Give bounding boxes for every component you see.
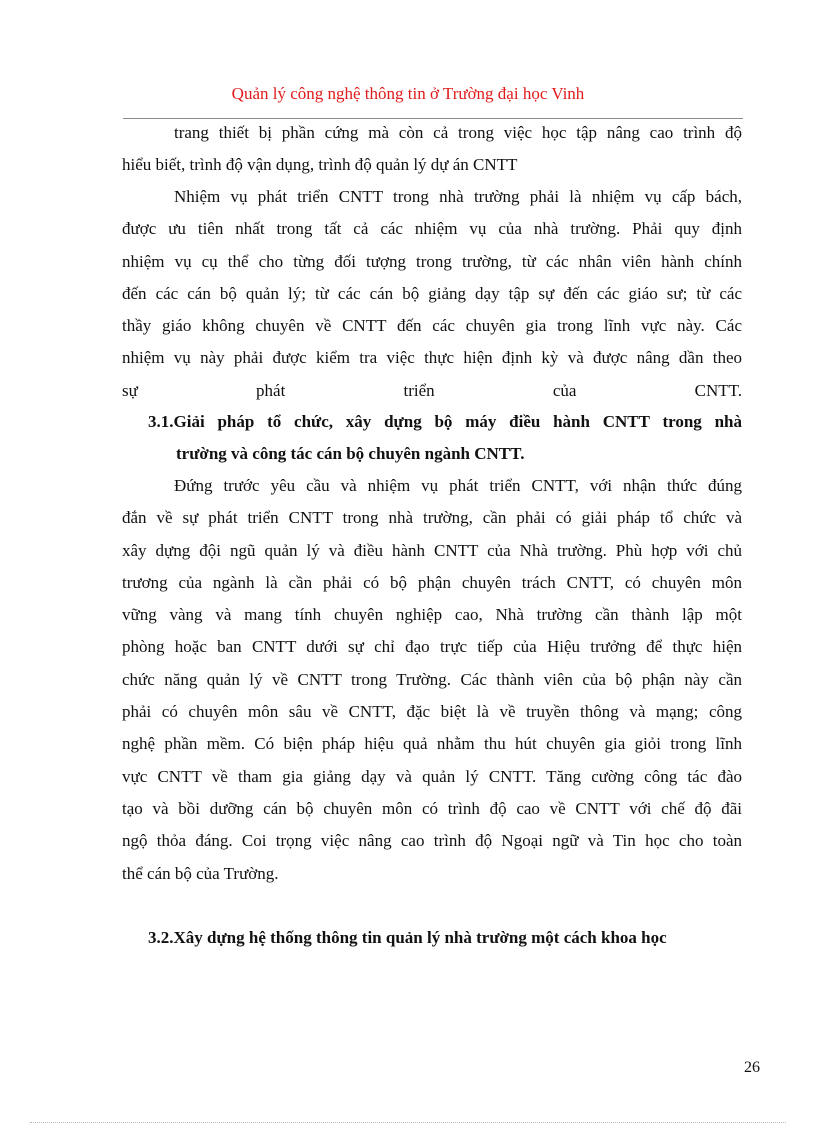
- text-line: chức năng quản lý về CNTT trong Trường. Các thành viên của bộ phận này cần: [122, 669, 742, 689]
- paragraph-organization: [122, 470, 742, 890]
- text-line: hiểu biết, trình độ vận dụng, trình độ quản lý dự án CNTT: [122, 155, 518, 175]
- text-line: được ưu tiên nhất trong tất cả các nhiệm vụ của nhà trường. Phải quy định: [122, 219, 742, 239]
- text-line: nghệ phần mềm. Có biện pháp hiệu quả nhằm thu hút chuyên gia giỏi trong lĩnh: [122, 734, 742, 754]
- text-line: xây dựng đội ngũ quản lý và điều hành CNTT của Nhà trường. Phù hợp với chủ: [122, 540, 742, 560]
- text-line: trương của ngành là cần phải có bộ phận chuyên trách CNTT, có chuyên môn: [122, 572, 742, 592]
- heading-line: trường và công tác cán bộ chuyên ngành CNTT.: [176, 444, 525, 464]
- text-line: thầy giáo không chuyên về CNTT đến các chuyên gia trong lĩnh vực này. Các: [122, 316, 742, 336]
- text-line: vững vàng và mang tính chuyên nghiệp cao, Nhà trường cần thành lập một: [122, 605, 742, 625]
- text-line: đắn về sự phát triển CNTT trong nhà trường, cần phải có giải pháp tổ chức và: [122, 508, 742, 528]
- section-heading-3-1: [148, 406, 742, 471]
- text-line: tạo và bồi dưỡng cán bộ chuyên môn có trình độ cao về CNTT với chế độ đãi: [122, 798, 742, 818]
- text-line: sự phát triển của CNTT.: [122, 380, 742, 400]
- text-line: đến các cán bộ quản lý; từ các cán bộ giảng dạy tập sự đến các giáo sư; từ các: [122, 283, 742, 303]
- heading-line: 3.2.Xây dựng hệ thống thông tin quản lý nhà trường một cách khoa học: [148, 928, 667, 947]
- text-line: vực CNTT về tham gia giảng dạy và quản lý CNTT. Tăng cường công tác đào: [122, 766, 742, 786]
- text-line: trang thiết bị phần cứng mà còn cả trong việc học tập nâng cao trình độ: [174, 123, 742, 142]
- section-heading-3-2: [148, 922, 748, 954]
- text-line: thể cán bộ của Trường.: [122, 863, 279, 883]
- text-line: phòng hoặc ban CNTT dưới sự chỉ đạo trực tiếp của Hiệu trưởng để thực hiện: [122, 637, 742, 657]
- text-line: Nhiệm vụ phát triển CNTT trong nhà trường phải là nhiệm vụ cấp bách,: [174, 187, 742, 206]
- page-number: 26: [744, 1059, 760, 1076]
- text-line: ngộ thỏa đáng. Coi trọng việc nâng cao trình độ Ngoại ngữ và Tin học cho toàn: [122, 831, 742, 851]
- paragraph-tasks: [122, 181, 742, 407]
- heading-line: 3.1.Giải pháp tổ chức, xây dựng bộ máy điều hành CNTT trong nhà: [148, 412, 742, 431]
- text-line: nhiệm vụ này phải được kiểm tra việc thực hiện định kỳ và được nâng dần theo: [122, 348, 742, 368]
- text-line: nhiệm vụ cụ thể cho từng đối tượng trong trường, từ các nhân viên hành chính: [122, 251, 742, 271]
- text-line: Đứng trước yêu cầu và nhiệm vụ phát triển CNTT, với nhận thức đúng: [174, 476, 742, 495]
- text-line: phải có chuyên môn sâu về CNTT, đặc biệt là về truyền thông và mạng; công: [122, 702, 742, 722]
- paragraph-continuation: [122, 117, 742, 182]
- running-header: Quản lý công nghệ thông tin ở Trường đại học Vinh: [231, 84, 585, 103]
